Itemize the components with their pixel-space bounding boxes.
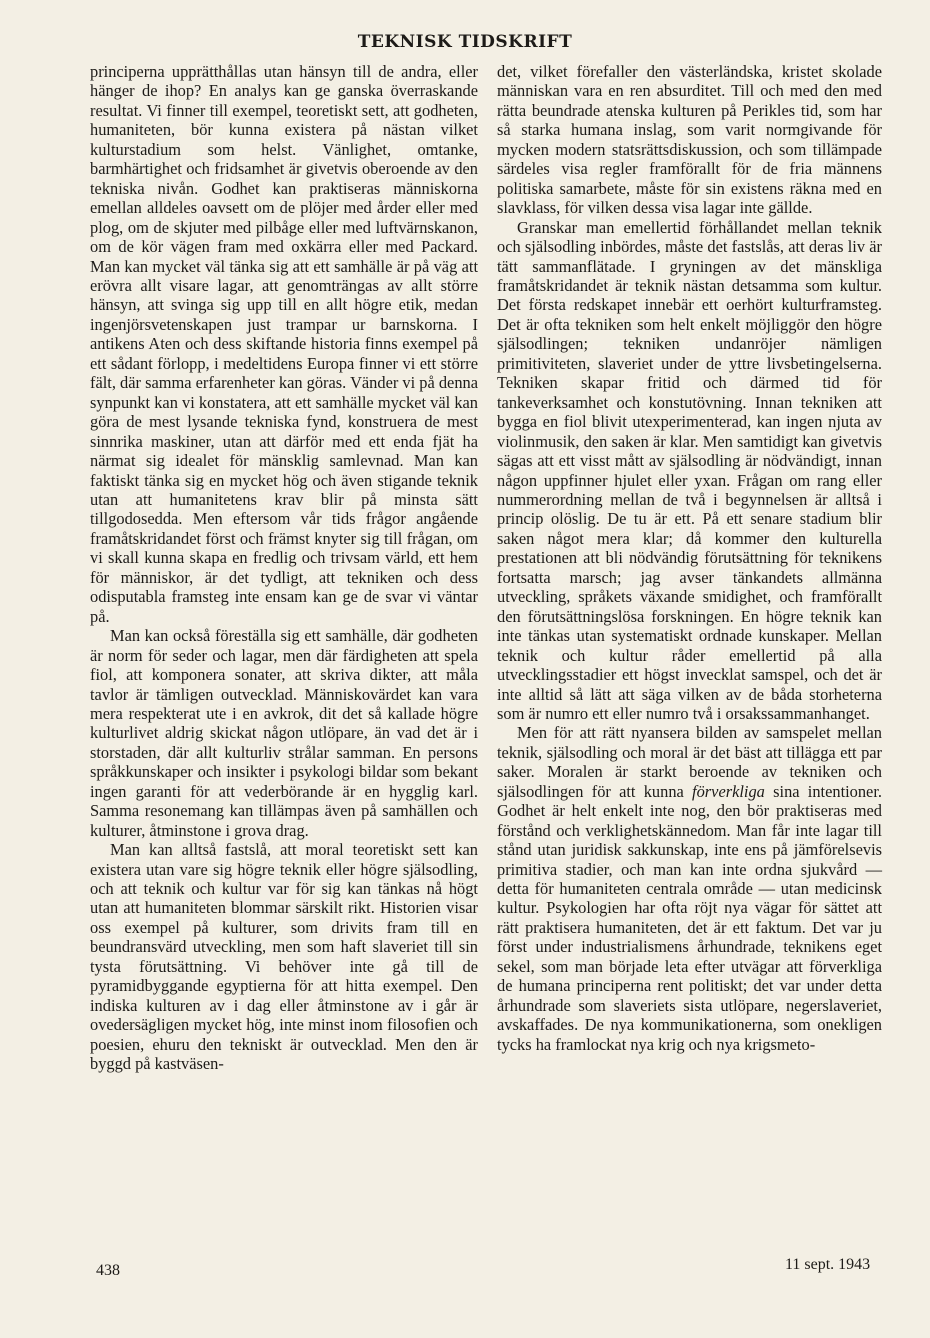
paragraph: principerna upprätthållas utan hänsyn till de andra, eller hänger de ihop? En analys kan ge ganska överraskande resultat. Vi finner till exempel, teoretiskt sett, att godheten, humaniteten, bör kunna existera på nästan vilket kulturstadium som helst. Vänlighet, omtanke, barmhärtighet och fridsamhet är givetvis oberoende av den tekniska nivån. Godhet kan praktiseras människorna emellan alldeles oavsett om de plöjer med årder eller med plog, om de skjuter med pilbåge eller med luftvärnskanon, om de kör vägen fram med oxkärra eller med Packard. Man kan mycket väl tänka sig att ett samhälle är på väg att erövra allt visare lagar, att genomträngas av allt större hänsyn, att svinga sig upp till en allt högre etik, medan ingenjörsvetenskapen just trampar ur barnskorna. I antikens Aten och dess skiftande historia finns exempel på ett sådant förlopp, i medeltidens Europa finner vi ett större fält, där samma erfarenheter kan göras. Vänder vi på denna synpunkt kan vi konstatera, att ett samhälle mycket väl kan göra de mest lysande tekniska fynd, konstruera de mest sinnrika maskiner, utan att därför med ett enda fjät ha närmat sig idealet för mänsklig samlevnad. Man kan faktiskt tänka sig en mycket hög och även stigande teknik utan att humanitetens krav blir på minsta sätt tillgodosedda. Men eftersom vår tids frågor angående framåtskridandet först och främst knyter sig till frågan, om vi skall kunna skapa en fredlig och trivsam värld, ett hem för människor, är det tydligt, att tekniken och dess odisputabla framsteg inte ensam kan ge de svar vi väntar på. xyxy=(90,62,478,626)
left-column xyxy=(90,62,478,1074)
paragraph: Man kan också föreställa sig ett samhälle, där godheten är norm för seder och lagar, men där färdigheten att spela fiol, att komponera sonater, att skriva dikter, att måla tavlor är tämligen outvecklad. Människovärdet kan vara mera respekterat ute i en avkrok, dit det så kallade högre kulturlivet aldrig skickat någon utlöpare, än vad det är i storstaden, där allt kulturliv strålar samman. En persons språkkunskaper och insikter i psykologi bildar som bekant ingen garanti för att vederbörande är en hygglig karl. Samma resonemang kan tillämpas även på samhällen och kulturer, åtminstone i grova drag. xyxy=(90,626,478,840)
paragraph: Man kan alltså fastslå, att moral teoretiskt sett kan existera utan vare sig högre teknik eller högre själsodling, och att teknik och kultur var för sig kan tänkas nå högt utan att humaniteten blommar särskilt rikt. Historien visar oss exempel på kulturer, som drivits fram till en beundransvärd utveckling, men som haft slaveriet till sin tysta förutsättning. Vi behöver inte gå till de pyramidbyggande egyptierna för att hitta exempel. Den indiska kulturen av i dag eller åtminstone av i går är ovedersägligen mycket hög, inte minst inom filosofien och poesien, ehuru den tekniskt är outvecklad. Men den är byggd på kastväsen- xyxy=(90,840,478,1074)
journal-title: TEKNISK TIDSKRIFT xyxy=(357,32,573,52)
paragraph-text: sina intentioner. Godhet är helt enkelt inte nog, den bör praktiseras med förstånd och verklighetskännedom. Man får inte lagar till stånd utan juridisk sakkunskap, inte ens på jämförelsevis primitiva stadier, och man kan inte ordna sjukvård — detta för humaniteten centrala område — utan medicinsk kultur. Psykologien har ofta röjt nya vägar för sättet att rätt praktisera humaniteten, det är ett faktum. Det var ju först under industrialismens århundrade, teknikens eget sekel, som man började leta efter utvägar att förverkliga de humana principerna rent politiskt; det var under detta århundrade som slaveriets sista utlöpare, negerslaveriet, avskaffades. De nya kommunikationerna, som onekligen tycks ha framlockat nya krig och nya krigsmeto- xyxy=(497,781,882,1054)
paragraph xyxy=(497,723,882,1054)
paragraph: det, vilket förefaller den västerländska, kristet skolade människan vara en ren absurditet. Till och med den med rätta beundrade atenska kulturen på Perikles tid, som har så starka humana inslag, som varit normgivande för mycken modern statsrättsdiskussion, och som tillämpade särdeles visa regler framförallt för de fria männens politiska samarbete, måste för sin existens räkna med en slavklass, för vilken dessa visa lagar inte gällde. xyxy=(497,62,882,218)
issue-date: 11 sept. 1943 xyxy=(785,1256,871,1273)
paragraph: Granskar man emellertid förhållandet mellan teknik och själsodling inbördes, måste det fastslås, att deras liv är tätt sammanflätade. I gryningen av det mänskliga framåtskridandet är teknik nästan detsamma som kultur. Det första redskapet innebär ett oerhört kulturframsteg. Det är ofta tekniken som helt enkelt möjliggör den högre själsodlingen; tekniken undanröjer nämligen primitiviteten, slaveriet under de yttre livsbetingelserna. Tekniken skapar fritid och därmed tid för tankeverksamhet och konstutövning. Innan tekniken att bygga en fiol blivit utexperimenterad, kan ingen njuta av violinmusik, den saken är klar. Men samtidigt kan givetvis sägas att ett visst mått av själsodling är nödvändigt, innan någon uppfinner hjulet eller yxan. Frågan om rang eller nummerordning mellan de två i begynnelsen är alltså i princip olöslig. De tu är ett. På ett senare stadium blir saken något mera klar; då kommer den kulturella prestationen att bli nödvändig förutsättning för teknikens fortsatta marsch; jag avser tänkandets allmänna utveckling, språkets växande smidighet, och framförallt den förutsättningslösa forskningen. En högre teknik kan inte tänkas utan systematiskt ordnade kunskaper. Mellan teknik och kultur råder emellertid på alla utvecklingsstadier ett högst invecklat samspel, och det är inte alltid så lätt att säga vilken av de båda storheterna som är numro ett eller numro två i orsakssammanhanget. xyxy=(497,217,882,723)
paragraph-text: Men för att rätt nyansera bilden av samspelet mellan teknik, själsodling och moral är det bäst att tillägga ett par saker. Moralen är starkt beroende av tekniken och själsodlingen för att kunna xyxy=(497,723,882,801)
page-number: 438 xyxy=(96,1262,120,1279)
italic-emphasis: förverkliga xyxy=(692,781,765,801)
right-column xyxy=(497,62,882,1054)
